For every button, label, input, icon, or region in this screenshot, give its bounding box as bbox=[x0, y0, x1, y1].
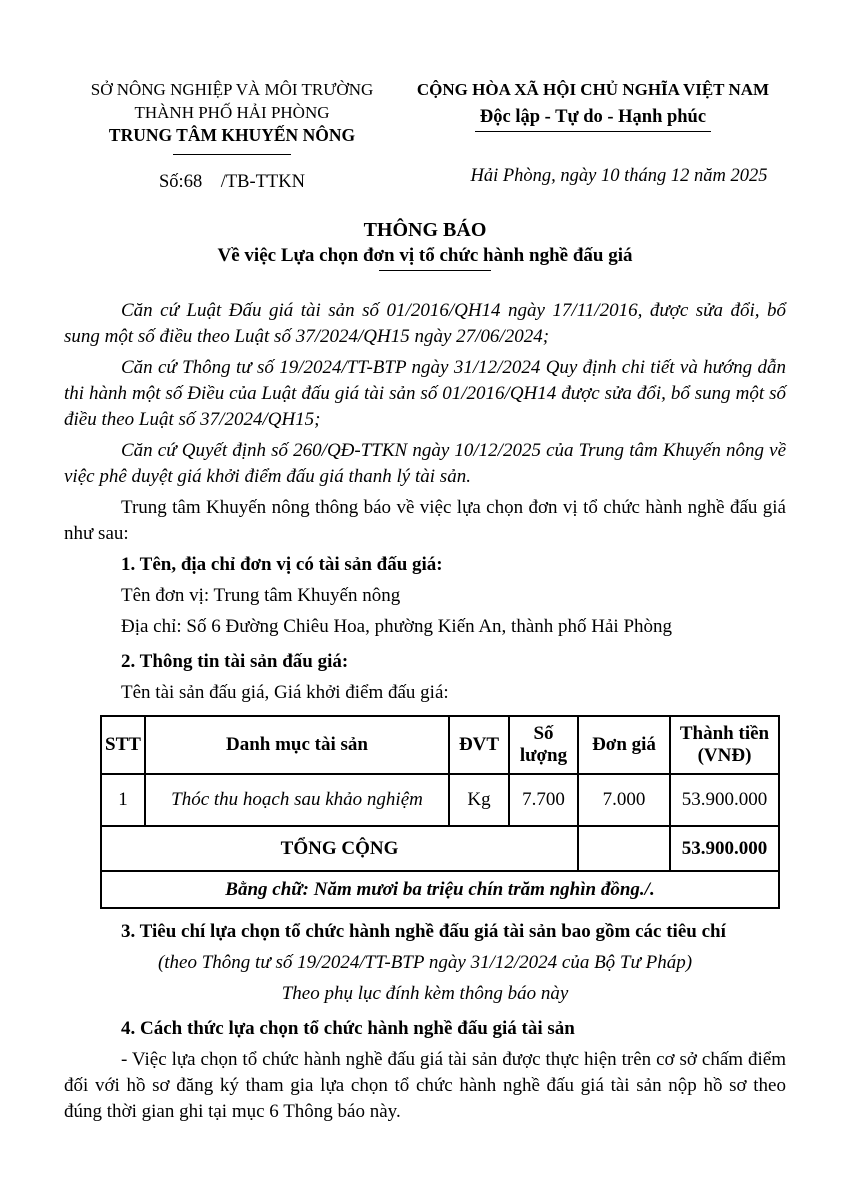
preamble-paragraph-4: Trung tâm Khuyến nông thông báo về việc lựa chọn đơn vị tổ chức hành nghề đấu giá như sau: bbox=[64, 497, 786, 544]
place-date-line: Hải Phòng, ngày 10 tháng 12 năm 2025 bbox=[470, 166, 768, 186]
preamble-paragraph-1: Căn cứ Luật Đấu giá tài sản số 01/2016/QH14 ngày 17/11/2016, được sửa đổi, bổ sung một số điều theo Luật số 37/2024/QH15 ngày 27/06/2024; bbox=[64, 300, 786, 347]
section-2-intro-line: Tên tài sản đấu giá, Giá khởi điểm đấu giá: bbox=[121, 682, 449, 703]
section-3-heading: 3. Tiêu chí lựa chọn tổ chức hành nghề đấu giá tài sản bao gồm các tiêu chí bbox=[121, 921, 726, 942]
cell-amount: 53.900.000 bbox=[670, 774, 779, 826]
total-empty-cell bbox=[578, 826, 670, 871]
col-header-amount: Thành tiền (VNĐ) bbox=[670, 716, 779, 774]
asset-table bbox=[100, 715, 780, 909]
col-header-item: Danh mục tài sản bbox=[145, 716, 449, 774]
total-value: 53.900.000 bbox=[670, 826, 779, 871]
preamble-paragraph-2: Căn cứ Thông tư số 19/2024/TT-BTP ngày 31/12/2024 Quy định chi tiết và hướng dẫn thi hành một số Điều của Luật đấu giá tài sản số 01/2016/QH14 được sửa đổi, bổ sung một số điều theo Luật số 37/2024/QH15; bbox=[64, 357, 786, 430]
table-row bbox=[101, 774, 779, 826]
col-header-unit: ĐVT bbox=[449, 716, 509, 774]
parent-org-line-1: SỞ NÔNG NGHIỆP VÀ MÔI TRƯỜNG bbox=[90, 80, 374, 99]
section-3-legal-note: (theo Thông tư số 19/2024/TT-BTP ngày 31/12/2024 của Bộ Tư Pháp) bbox=[157, 952, 693, 973]
col-header-quantity: Số lượng bbox=[509, 716, 578, 774]
title-block bbox=[64, 218, 786, 271]
col-header-stt: STT bbox=[101, 716, 145, 774]
org-name: TRUNG TÂM KHUYẾN NÔNG bbox=[108, 125, 356, 145]
document-header bbox=[64, 78, 786, 193]
country-name: CỘNG HÒA XÃ HỘI CHỦ NGHĨA VIỆT NAM bbox=[416, 80, 770, 99]
section-1-unit-name: Tên đơn vị: Trung tâm Khuyến nông bbox=[121, 585, 401, 606]
document-number: Số:68 /TB-TTKN bbox=[159, 172, 305, 192]
org-underline-rule bbox=[173, 154, 291, 155]
document-title: THÔNG BÁO bbox=[363, 219, 487, 241]
parent-org-line-2: THÀNH PHỐ HẢI PHÒNG bbox=[134, 103, 330, 122]
national-header-block bbox=[400, 78, 786, 193]
national-motto: Độc lập - Tự do - Hạnh phúc bbox=[475, 105, 711, 132]
table-total-row bbox=[101, 826, 779, 871]
cell-stt: 1 bbox=[101, 774, 145, 826]
title-underline-rule bbox=[379, 270, 491, 271]
amount-in-words: Bằng chữ: Năm mươi ba triệu chín trăm nghìn đồng./. bbox=[101, 871, 779, 908]
section-4-paragraph-1: - Việc lựa chọn tổ chức hành nghề đấu giá tài sản được thực hiện trên cơ sở chấm điểm đối với hồ sơ đăng ký tham gia lựa chọn tổ chức hành nghề đấu giá tài sản nộp hồ sơ theo đúng thời gian ghi tại mục 6 Thông báo này. bbox=[64, 1049, 786, 1122]
col-header-unit-price: Đơn giá bbox=[578, 716, 670, 774]
amount-in-words-row bbox=[101, 871, 779, 908]
section-3-appendix-line: Theo phụ lục đính kèm thông báo này bbox=[281, 983, 569, 1004]
cell-unit-price: 7.000 bbox=[578, 774, 670, 826]
preamble-paragraph-3: Căn cứ Quyết định số 260/QĐ-TTKN ngày 10/12/2025 của Trung tâm Khuyến nông về việc phê duyệt giá khởi điểm đấu giá thanh lý tài sản. bbox=[64, 440, 786, 487]
cell-quantity: 7.700 bbox=[509, 774, 578, 826]
cell-item-name: Thóc thu hoạch sau khảo nghiệm bbox=[145, 774, 449, 826]
cell-unit: Kg bbox=[449, 774, 509, 826]
section-4-heading: 4. Cách thức lựa chọn tổ chức hành nghề đấu giá tài sản bbox=[121, 1018, 575, 1039]
table-header-row bbox=[101, 716, 779, 774]
section-1-heading: 1. Tên, địa chỉ đơn vị có tài sản đấu giá: bbox=[121, 554, 443, 575]
total-label: TỔNG CỘNG bbox=[101, 826, 578, 871]
issuer-block bbox=[64, 78, 400, 193]
document-subtitle: Về việc Lựa chọn đơn vị tổ chức hành nghề đấu giá bbox=[217, 245, 633, 266]
section-2-heading: 2. Thông tin tài sản đấu giá: bbox=[121, 651, 349, 672]
section-1-address: Địa chỉ: Số 6 Đường Chiêu Hoa, phường Kiến An, thành phố Hải Phòng bbox=[121, 616, 673, 637]
